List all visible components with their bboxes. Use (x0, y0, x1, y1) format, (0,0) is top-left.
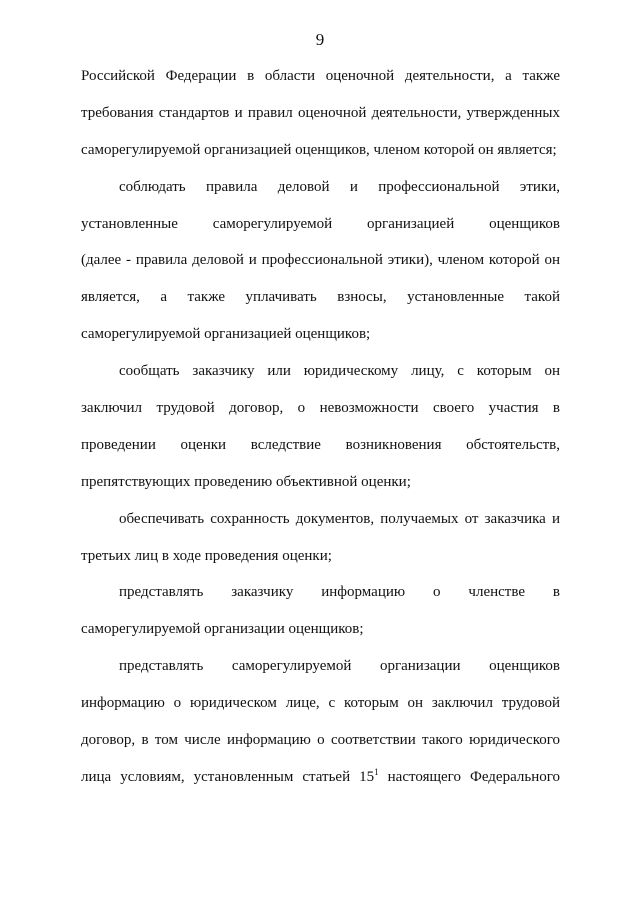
text-line: соблюдать правила деловой и профессиональной этики, (119, 178, 560, 195)
text-line: препятствующих проведению объективной оценки; (81, 473, 411, 490)
footnote-superscript: 1 (374, 766, 379, 777)
text-line: саморегулируемой организацией оценщиков; (81, 326, 371, 343)
text-line: требования стандартов и правил оценочной деятельности, утвержденных (81, 104, 560, 121)
text-line: является, а также уплачивать взносы, установленные такой (81, 289, 560, 306)
text-segment: лица условиям, установленным статьей 15 (81, 768, 375, 785)
text-line: обеспечивать сохранность документов, получаемых от заказчика и (119, 510, 560, 527)
text-line: договор, в том числе информацию о соответствии такого юридического (81, 732, 560, 749)
text-line: Российской Федерации в области оценочной деятельности, а также (81, 68, 560, 84)
text-line: саморегулируемой организацией оценщиков, членом которой он является; (81, 141, 557, 158)
text-line: представлять заказчику информацию о членстве в (119, 584, 560, 601)
text-line: саморегулируемой организации оценщиков; (81, 621, 364, 638)
text-line: третьих лиц в ходе проведения оценки; (81, 547, 332, 564)
text-line: сообщать заказчику или юридическому лицу, с которым он (119, 363, 560, 380)
text-line: (далее - правила деловой и профессиональной этики), членом которой он (81, 252, 560, 269)
text-line (81, 759, 560, 796)
page-number: 9 (315, 30, 325, 49)
text-line: представлять саморегулируемой организации оценщиков (119, 658, 560, 675)
text-line: информацию о юридическом лице, с которым он заключил трудовой (81, 695, 560, 712)
text-line: установленные саморегулируемой организацией оценщиков (81, 215, 560, 232)
text-segment: настоящего Федерального (378, 768, 560, 785)
document-body (81, 58, 560, 796)
text-line: проведении оценки вследствие возникновения обстоятельств, (81, 436, 560, 453)
text-line: заключил трудовой договор, о невозможности своего участия в (81, 400, 560, 417)
